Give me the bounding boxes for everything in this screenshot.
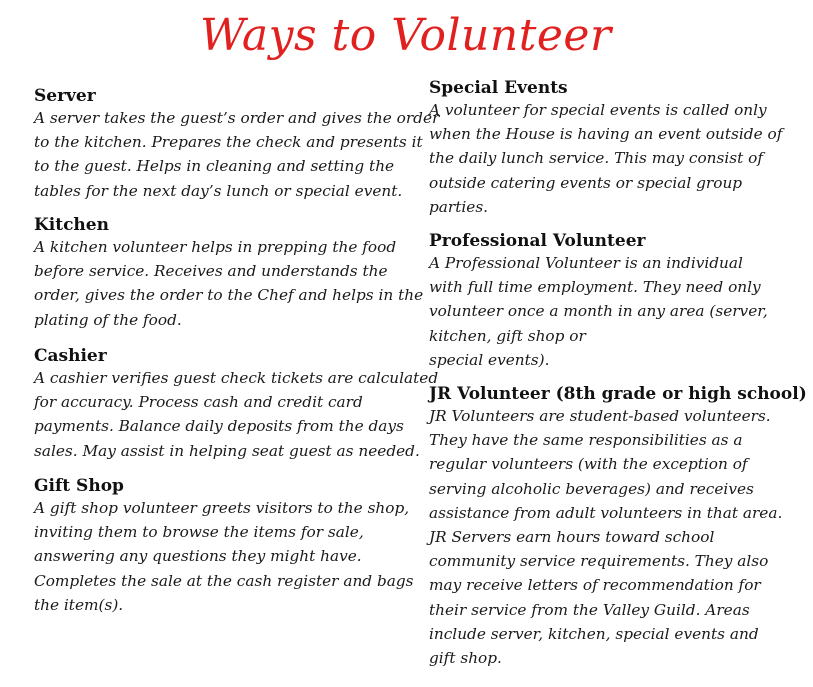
text-line: the daily lunch service. This may consist of: [429, 149, 763, 168]
text-line: may receive letters of recommendation for: [429, 576, 761, 595]
section-heading: Special Events: [429, 78, 568, 98]
page-title: Ways to Volunteer: [200, 10, 612, 61]
text-line: Completes the sale at the cash register and bags: [34, 571, 414, 590]
text-line: with full time employment. They need only: [429, 278, 761, 297]
text-line: A Professional Volunteer is an individual: [429, 254, 743, 272]
section-jr-volunteer: [429, 384, 807, 670]
text-line: to the kitchen. Prepares the check and presents it: [34, 133, 423, 152]
text-line: They have the same responsibilities as a: [429, 431, 743, 450]
section-body: [34, 366, 439, 463]
text-line: the item(s).: [34, 595, 124, 614]
section-heading: Cashier: [34, 346, 107, 366]
text-line: tables for the next day’s lunch or special event.: [34, 181, 403, 200]
text-line: order, gives the order to the Chef and helps in the: [34, 286, 424, 305]
section-heading: Kitchen: [34, 215, 109, 235]
text-line: volunteer once a month in any area (server,: [429, 302, 768, 321]
section-kitchen: [34, 215, 424, 332]
section-heading: Gift Shop: [34, 476, 124, 496]
section-body: [429, 251, 789, 372]
text-line: plating of the food.: [34, 310, 182, 329]
section-body: [34, 496, 412, 617]
text-line: JR Servers earn hours toward school: [429, 528, 715, 547]
text-line: when the House is having an event outside of: [429, 125, 783, 144]
text-line: A server takes the guest’s order and gives the order: [34, 109, 440, 127]
text-line: include server, kitchen, special events and: [429, 624, 759, 643]
text-line: regular volunteers (with the exception of: [429, 455, 748, 474]
text-line: A gift shop volunteer greets visitors to the shop,: [34, 499, 410, 517]
text-line: kitchen, gift shop or: [429, 326, 586, 345]
section-heading: Professional Volunteer: [429, 231, 646, 251]
text-line: answering any questions they might have.: [34, 547, 362, 566]
text-line: serving alcoholic beverages) and receives: [429, 479, 754, 498]
text-line: parties.: [429, 197, 489, 216]
text-line: payments. Balance daily deposits from the days: [34, 417, 404, 436]
section-body: [429, 98, 789, 219]
text-line: sales. May assist in helping seat guest as needed.: [34, 441, 420, 460]
text-line: before service. Receives and understands the: [34, 262, 388, 281]
text-line: inviting them to browse the items for sale,: [34, 523, 364, 542]
text-line: outside catering events or special group: [429, 173, 743, 192]
text-line: gift shop.: [429, 649, 502, 668]
text-line: JR Volunteers are student-based volunteers.: [429, 407, 771, 425]
section-professional-volunteer: [429, 231, 789, 372]
text-line: special events).: [429, 350, 550, 369]
text-line: community service requirements. They also: [429, 552, 769, 571]
text-line: A volunteer for special events is called only: [429, 101, 767, 119]
section-cashier: [34, 346, 439, 463]
section-server: [34, 86, 440, 203]
text-line: to the guest. Helps in cleaning and setting the: [34, 157, 395, 176]
section-body: [34, 106, 440, 203]
section-heading: Server: [34, 86, 96, 106]
text-line: assistance from adult volunteers in that area.: [429, 503, 783, 522]
text-line: A kitchen volunteer helps in prepping the food: [34, 238, 397, 256]
section-special-events: [429, 78, 789, 219]
section-heading: JR Volunteer (8th grade or high school): [429, 384, 807, 404]
text-line: their service from the Valley Guild. Areas: [429, 600, 750, 619]
text-line: A cashier verifies guest check tickets are calculated: [34, 369, 439, 387]
section-gift-shop: [34, 476, 412, 617]
section-body: [429, 404, 789, 670]
section-body: [34, 235, 424, 332]
text-line: for accuracy. Process cash and credit card: [34, 393, 363, 412]
